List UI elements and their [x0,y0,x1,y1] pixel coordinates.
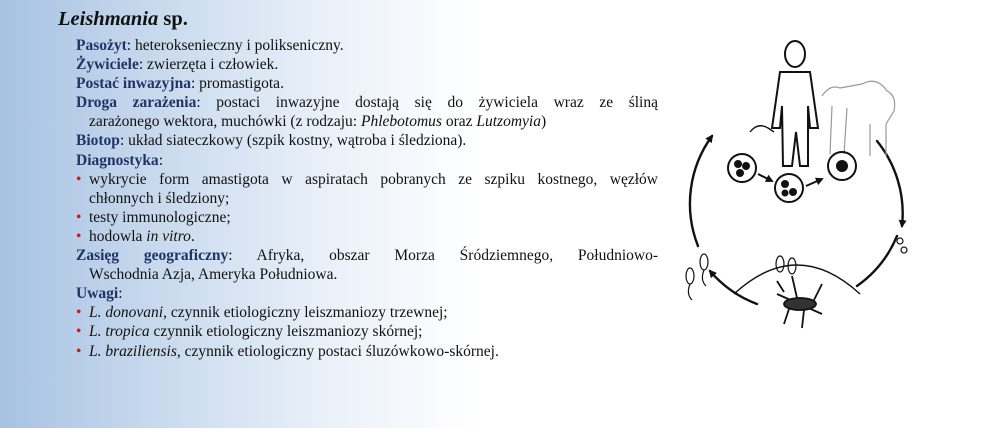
bullet-icon: • [76,170,82,188]
bullet-icon: • [76,227,82,245]
diagnostics-label: Diagnostyka [76,151,159,169]
cycle-arrow-right [877,141,903,226]
in-vitro-text: in vitro [146,227,191,245]
notes-item-text: , czynnik etiologiczny leiszmaniozy trzewnej; [163,304,448,322]
species-name: L. braziliensis [89,342,177,360]
description-block [76,36,658,361]
notes-item [76,303,658,322]
biotope-value: : układ siateczkowy (szpik kostny, wątroba i śledziona). [119,132,467,150]
diagnostics-colon: : [158,151,163,169]
hosts-value: : zwierzęta i człowiek. [138,56,279,74]
human-icon [772,41,818,166]
page-title [58,8,188,31]
biotope-label: Biotop [76,132,120,150]
diagnostics-item [76,208,658,227]
diagnostics-item1-line2: chłonnych i śledziony; [89,189,230,207]
hosts-label: Żywiciele [76,56,139,74]
invasive-form-value: : promastigota. [190,75,284,93]
cycle-arrow-bottom-right [857,236,897,286]
title-suffix: sp. [163,8,188,30]
notes-item-text: , czynnik etiologiczny postaci śluzówkowo-skórnej. [176,342,499,360]
infection-route-text1: : postaci inwazyjne dostają się do żywiciela wraz ze śliną [196,94,658,112]
diagnostics-heading [76,151,658,170]
diagnostics-item [76,227,658,246]
skin-section-arc [734,265,860,294]
promastigote-icon [686,238,907,300]
life-cycle-diagram [672,36,922,331]
diagnostics-item1-cont [76,189,658,208]
infection-route-label: Droga zarażenia [76,94,197,112]
geographic-range-label: Zasięg geograficzny [76,247,229,265]
infection-route-text2a: zarażonego wektora, muchówki (z rodzaju: [89,113,361,131]
biotope-row [76,131,658,150]
notes-label: Uwagi [76,285,119,303]
invasive-form-label: Postać inwazyjna [76,75,191,93]
notes-item [76,342,658,361]
infection-route-text2c: ) [540,113,547,131]
bite-hand-icon [750,126,774,132]
bullet-icon: • [76,323,82,341]
diagnostics-item2: testy immunologiczne; [89,208,231,226]
bullet-icon: • [76,304,82,322]
cycle-arrow-bottom-left [710,271,757,304]
invasive-form-row [76,74,658,93]
parasite-value: : heteroksenieczny i polikseniczny. [126,37,344,54]
lutzomyia-genus: Lutzomyia [476,113,541,131]
geographic-range-text2: Wschodnia Azja, Ameryka Południowa. [89,266,338,284]
species-name: L. tropica [89,323,150,341]
cycle-arrow-left [690,136,712,246]
infection-route-line2 [76,112,658,131]
diagnostics-item3b: . [190,227,195,245]
infection-route-line1 [76,93,658,112]
parasite-row [76,36,658,55]
phlebotomus-genus: Phlebotomus [361,113,442,131]
diagnostics-item [76,170,658,189]
notes-item [76,322,658,341]
title-genus: Leishmania [58,8,159,30]
sandfly-icon [777,276,822,328]
geographic-range-line2 [76,265,658,284]
notes-colon: : [118,285,123,303]
notes-item-text: czynnik etiologiczny leiszmaniozy skórnej; [149,323,423,341]
geographic-range-line1 [76,246,658,265]
geographic-range-text1: : Afryka, obszar Morza Śródziemnego, Południowo- [228,247,658,265]
diagnostics-item3a: hodowla [89,227,147,245]
notes-heading [76,284,658,303]
dog-icon [822,81,895,156]
bullet-icon: • [76,208,82,226]
hosts-row [76,55,658,74]
species-name: L. donovani [89,304,164,322]
bullet-icon: • [76,342,82,360]
infection-route-text2b: oraz [441,113,477,131]
diagnostics-item1-line1: wykrycie form amastigota w aspiratach pobranych ze szpiku kostnego, węzłów [89,170,658,188]
parasite-label: Pasożyt [76,37,127,54]
